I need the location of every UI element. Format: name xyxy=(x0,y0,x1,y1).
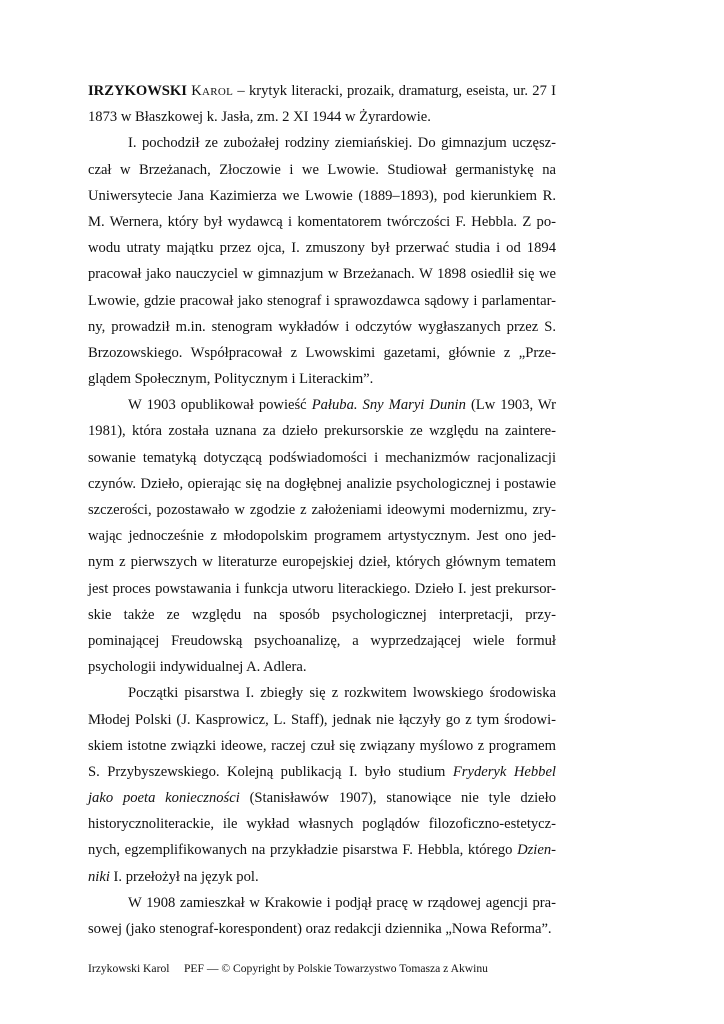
work-title-paluba: Pałuba. Sny Maryi Dunin xyxy=(311,397,466,414)
text-line xyxy=(88,837,556,863)
text-line: W 1908 zamieszkał w Krakowie i podjął pracę w rządowej agencji pra- xyxy=(128,894,556,911)
text-line xyxy=(88,785,556,811)
text-line: skiem istotne związki ideowe, raczej czuł się związany myślowo z programem xyxy=(88,737,556,754)
text-line xyxy=(88,392,556,418)
text-line: skie także ze względu na sposób psychologicznej interpretacji, przy- xyxy=(88,606,556,623)
text-line: pominającej Freudowską psychoanalizę, a wyprzedzającej wiele formuł xyxy=(88,632,556,649)
text-line: M. Wernera, który był wydawcą i komentatorem twórczości F. Hebbla. Z po- xyxy=(88,213,556,230)
text-line: wając jednocześnie z młodopolskim programem artystycznym. Jest ono jed- xyxy=(88,528,556,545)
text-line: jest proces powstawania i funkcja utworu literackiego. Dzieło I. jest prekursor- xyxy=(88,580,556,597)
paragraph-3 xyxy=(88,680,556,890)
text-line: Uniwersytecie Jana Kazimierza we Lwowie (1889–1893), pod kierunkiem R. xyxy=(88,187,556,204)
entry-forename: KAROL xyxy=(191,83,234,99)
text-line: psychologii indywidualnej A. Adlera. xyxy=(88,659,307,676)
encyclopedia-entry xyxy=(88,78,556,942)
text-run: (Stanisławów 1907), stanowiące nie tyle dzieło xyxy=(239,790,556,807)
entry-heading-line-2: 1873 w Błaszkowej k. Jasła, zm. 2 XI 1944 w Żyrardowie. xyxy=(88,109,431,126)
text-line xyxy=(88,864,556,890)
paragraph-2 xyxy=(88,392,556,680)
text-line: sowanie tematyką dotyczącą podświadomości i mechanizmów racjonalizacji xyxy=(88,449,556,466)
text-run: I. przełożył na język pol. xyxy=(109,868,259,885)
text-line: pracował jako nauczyciel w gimnazjum w Brzeżanach. W 1898 osiedlił się we xyxy=(88,266,556,283)
text-run: S. Przybyszewskiego. Kolejną publikacją I. było studium xyxy=(88,763,453,780)
text-line: Lwowie, gdzie pracował jako stenograf i sprawozdawca sądowy i parlamentar- xyxy=(88,292,556,309)
paragraph-4 xyxy=(88,890,556,942)
text-line: Młodej Polski (J. Kasprowicz, L. Staff), jednak nie łączyły go z tym środowi- xyxy=(88,711,556,728)
text-line: glądem Społecznym, Politycznym i Literackim”. xyxy=(88,371,374,388)
text-line: historycznoliterackie, ile wykład własnych poglądów filozoficzno-estetycz- xyxy=(88,816,556,833)
text-run: nych, egzemplifikowanych na przykładzie pisarstwa F. Hebbla, którego xyxy=(88,842,518,859)
text-line: sowej (jako stenograf-korespondent) oraz redakcji dziennika „Nowa Reforma”. xyxy=(88,921,552,937)
text-line: wodu utraty majątku przez ojca, I. zmuszony był przerwać studia i od 1894 xyxy=(88,240,556,257)
text-line: szczerości, pozostawało w zgodzie z założeniami ideowymi modernizmu, zry- xyxy=(88,502,556,518)
text-line: Brzozowskiego. Współpracował z Lwowskimi gazetami, głównie z „Prze- xyxy=(88,344,556,361)
text-line: ny, prowadził m.in. stenogram wykładów i odczytów wygłaszanych przez S. xyxy=(88,318,556,335)
work-title-dzienniki: Dzien- xyxy=(517,842,556,859)
entry-heading-line xyxy=(88,78,556,104)
text-line xyxy=(88,759,556,785)
text-line: 1981), która została uznana za dzieło prekursorskie ze względu na zaintere- xyxy=(88,423,556,440)
text-line: I. pochodził ze zubożałej rodziny ziemiańskiej. Do gimnazjum uczęsz- xyxy=(128,135,556,152)
work-title-dzienniki-cont: niki xyxy=(88,868,110,885)
text-line: nym z pierwszych w literaturze europejskiej dzieł, których głównym tematem xyxy=(88,554,556,571)
paragraph-1 xyxy=(88,130,556,392)
text-line: czał w Brzeżanach, Złoczowie i we Lwowie. Studiował germanistykę na xyxy=(88,161,556,178)
text-line: Początki pisarstwa I. zbiegły się z rozkwitem lwowskiego środowiska xyxy=(128,685,556,702)
work-title-hebbel: Fryderyk Hebbel xyxy=(452,763,556,780)
entry-headword: IRZYKOWSKI xyxy=(88,83,187,99)
text-line: czynów. Dzieło, opierając się na dogłębnej analizie psychologicznej i postawie xyxy=(88,475,556,492)
entry-heading-rest: – krytyk literacki, prozaik, dramaturg, eseista, ur. 27 I xyxy=(233,83,556,99)
work-title-hebbel-cont: jako poeta konieczności xyxy=(88,790,240,807)
text-run: W 1903 opublikował powieść xyxy=(128,397,312,414)
page-footer: Irzykowski Karol PEF — © Copyright by Polskie Towarzystwo Tomasza z Akwinu xyxy=(88,962,488,975)
text-run: (Lw 1903, Wr xyxy=(465,397,556,414)
